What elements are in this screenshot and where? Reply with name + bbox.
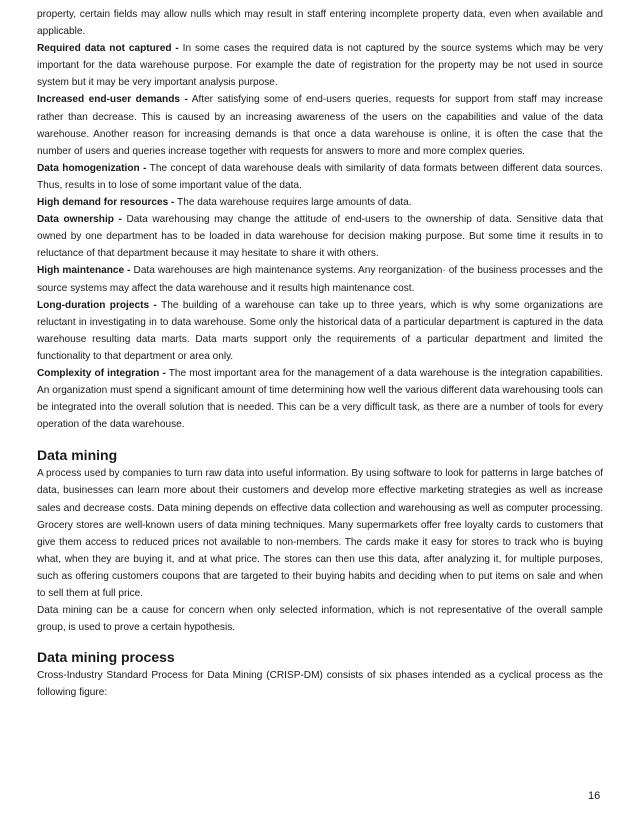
issue-integration [37,365,603,433]
issue-text: After satisfying some of end-users queries, requests for support from staff may increase rather than decrease. This is caused by an increasing awareness of the users on the capabilities and value of the data warehouse. Another reason for increasing demands is that once a data warehouse is online, it is often the case that the number of users and queries increase together with requests for answers to more and more complex queries. [37,94,603,157]
issue-text: The building of a warehouse can take up to three years, which is why some organizations are reluctant in investigating in to data warehouse. Some only the historical data of a particular department is captured in the data warehouse resulting data marts. Data marts support only the requirements of a particular department and limited the functionality to that department or area only. [37,299,603,362]
issue-maintenance [37,262,603,296]
issue-text: Data warehouses are high maintenance systems. Any reorganization· of the business processes and the source systems may affect the data warehouse and it results high maintenance cost. [37,265,603,294]
page-number: 16 [588,790,601,802]
issue-term: Data ownership - [37,214,122,226]
issue-term: High maintenance - [37,265,131,277]
issue-term: Long-duration projects - [37,299,157,311]
issue-term: High demand for resources - [37,197,175,209]
issue-ownership [37,211,603,262]
data-mining-paragraph: A process used by companies to turn raw data into useful information. By using software to look for patterns in large batches of data, businesses can learn more about their customers and develop more effective marketing strategies as well as increase sales and decrease costs. Data mining depends on effective data collection and warehousing as well as computer processing. Grocery stores are well-known users of data mining techniques. Many supermarkets offer free loyalty cards to customers that give them access to reduced prices not available to non-members. The cards make it easy for stores to track who is buying what, when they are buying it, and at what price. The stores can then use this data, after analyzing it, for multiple purposes, such as offering customers coupons that are targeted to their buying habits and deciding when to put items on sale and when to sell them at full price. [37,468,603,599]
page-body [37,0,603,701]
continuation-paragraph: property, certain fields may allow nulls which may result in staff entering incomplete property data, even when available and applicable. [37,9,603,38]
issue-homogenization [37,160,603,194]
issue-resources [37,194,603,211]
issue-end-user-demands [37,91,603,159]
issue-long-duration [37,297,603,365]
issue-text: The data warehouse requires large amounts of data. [174,197,412,209]
issue-required-data [37,40,603,91]
issue-term: Complexity of integration - [37,367,166,379]
section-heading-data-mining: Data mining [37,447,118,464]
issue-text: Data warehousing may change the attitude of end-users to the ownership of data. Sensitive data that owned by one department has to be loaded in data warehouse for decision making purpose. But some time it results in to reluctance of that department because it may hesitate to share it with others. [37,214,603,260]
issue-term: Increased end-user demands - [37,94,188,106]
issue-term: Required data not captured - [37,43,179,55]
section-heading-data-mining-process: Data mining process [37,649,175,666]
issue-text: In some cases the required data is not captured by the source systems which may be very important for the data warehouse purpose. For example the date of registration for the property may be not used in source system but it may be very important analysis purpose. [37,43,603,89]
issue-term: Data homogenization - [37,162,147,174]
crisp-dm-paragraph: Cross-Industry Standard Process for Data Mining (CRISP-DM) consists of six phases intended as a cyclical process as the following figure: [37,670,603,699]
issue-text: The concept of data warehouse deals with similarity of data formats between different data sources. Thus, results in to lose of some important value of the data. [37,162,603,191]
issue-text: The most important area for the management of a data warehouse is the integration capabilities. An organization must spend a significant amount of time determining how well the various different data warehousing tools can be integrated into the overall solution that is needed. This can be a very difficult task, as there are a number of tools for every operation of the data warehouse. [37,367,603,431]
data-mining-concern-paragraph: Data mining can be a cause for concern when only selected information, which is not representative of the overall sample group, is used to prove a certain hypothesis. [37,605,603,634]
